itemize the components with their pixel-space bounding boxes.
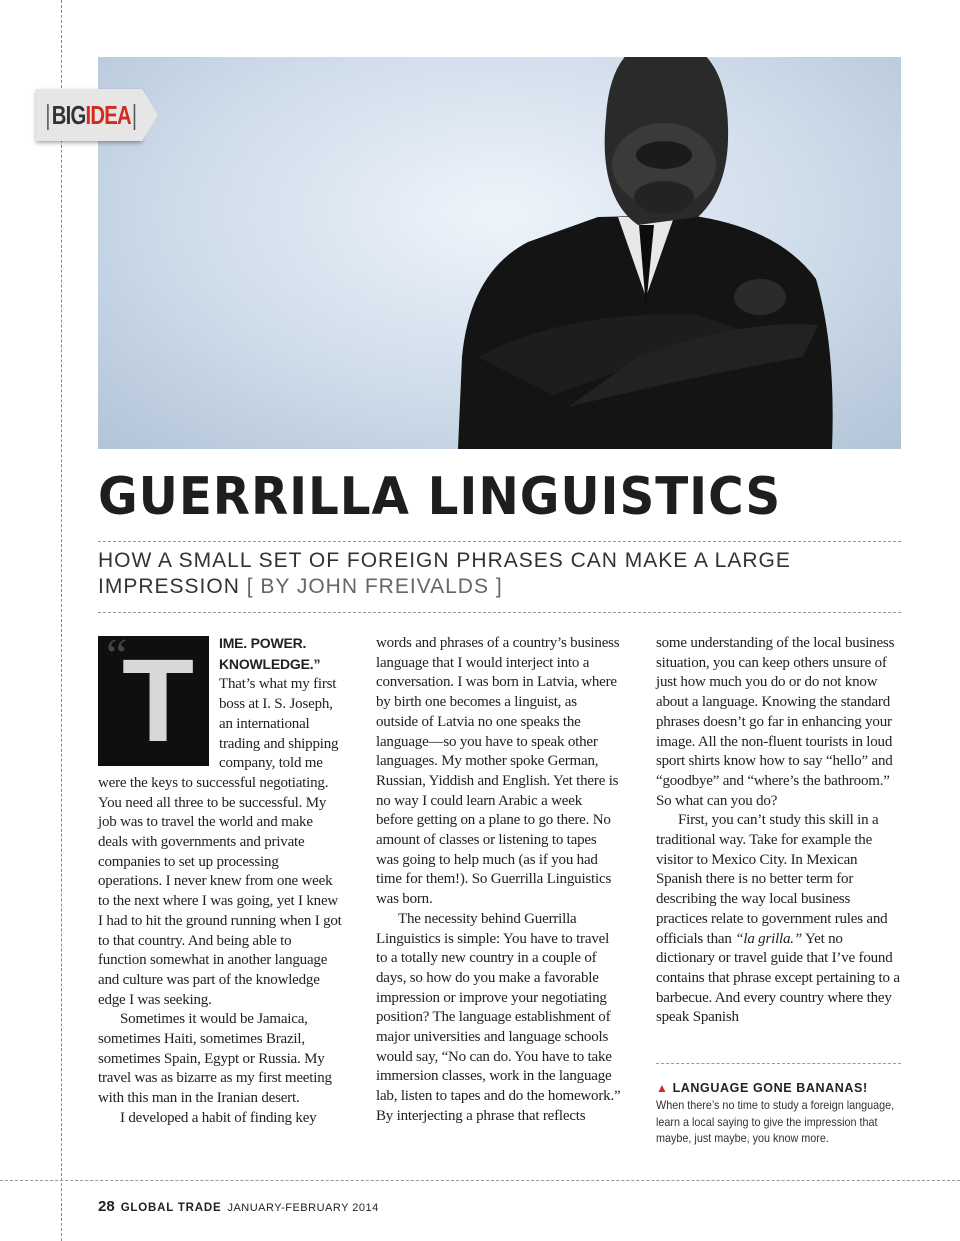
emphasized-phrase: “la grilla.”	[735, 930, 802, 947]
drop-cap-quote: “	[106, 629, 128, 682]
tag-divider-left	[47, 104, 49, 130]
sidebar-title	[656, 1080, 901, 1096]
triangle-icon: ▲	[656, 1081, 669, 1095]
section-tag-label	[44, 99, 139, 131]
article-deck	[98, 548, 838, 600]
article-column-2	[376, 634, 621, 1127]
paragraph-text: Yet no dictionary or travel guide that I’ve found contains that phrase except pertaining to a barbecue. And every country where they speak Spanish	[656, 930, 900, 1026]
section-tag	[36, 89, 154, 141]
deck-subtitle: HOW A SMALL SET OF FOREIGN PHRASES CAN MAKE A LARGE IMPRESSION	[98, 549, 791, 598]
article-column-3	[656, 634, 901, 1028]
margin-rule	[61, 0, 62, 1241]
deck-bottom-rule	[98, 612, 901, 613]
paragraph-text: That’s what my first boss at I. S. Joseph, an international trading and shipping company, told me were the keys to successful negotiating. You need all three to be successful. My job was to travel the world and make deals with governments and private companies to set up processing operations. I never knew from one week to the next where I was going, yet I knew I had to hit the ground running when I got to that country. And being able to function somewhat in another language and culture was part of the knowledge edge I was seeking.	[98, 676, 342, 1008]
page-number: 28	[98, 1198, 115, 1215]
drop-cap-letter: T	[122, 635, 194, 767]
paragraph-text: First, you can’t study this skill in a traditional way. Take for example the visitor to Mexico City. In Mexican Spanish there is no better term for describing the way local business practices relate to government rules and officials than	[656, 812, 888, 947]
article-column-1	[98, 629, 343, 1129]
paragraph: Sometimes it would be Jamaica, sometimes Haiti, sometimes Brazil, sometimes Spain, Egypt or Russia. My travel was as bizarre as my first meeting with this man in the Iranian desert.	[98, 1011, 332, 1107]
paragraph: words and phrases of a country’s business language that I would interject into a conversation. I was born in Latvia, where by birth one becomes a linguist, as outside of Latvia no one speaks the language—so you have to speak other languages. My mother spoke German, Russian, Yiddish and English. Yet there is no way I could learn Arabic a week before getting on a plane to go there. No amount of classes or listening to tapes was going to help much (as if you had time for them!). So Guerrilla Linguistics was born.	[376, 635, 620, 908]
sidebar-callout	[656, 1063, 901, 1147]
paragraph	[656, 811, 901, 1028]
paragraph: some understanding of the local business situation, you can keep others unsure of just how much you do or do not know about a language. Knowing the standard phrases doesn’t go far in enhancing your image. All the non-fluent tourists in loud sport shirts know how to say “hello” and “goodbye” and “where’s the bathroom.” So what can you do?	[656, 635, 895, 809]
tag-idea: IDEA	[85, 100, 131, 130]
gorilla-in-suit-illustration	[98, 57, 901, 449]
issue-date: JANUARY-FEBRUARY 2014	[227, 1202, 379, 1214]
deck-top-rule	[98, 541, 901, 542]
lead-in: IME. POWER. KNOWLEDGE.”	[219, 635, 321, 672]
publication-name: GLOBAL TRADE	[120, 1202, 222, 1214]
tag-big: BIG	[51, 100, 86, 130]
tag-divider-right	[134, 104, 136, 130]
sidebar-title-text: LANGUAGE GONE BANANAS!	[672, 1081, 868, 1095]
sidebar-text: When there’s no time to study a foreign language, learn a local saying to give the impression that maybe, just maybe, you know more.	[656, 1098, 895, 1145]
page-footer	[98, 1198, 379, 1216]
paragraph: The necessity behind Guerrilla Linguistics is simple: You have to travel to a totally new country in a couple of days, so how do you make a favorable impression or improve your negotiating position? The language establishment of major universities and language schools would say, “No can do. You have to take immersion classes, work in the language lab, listen to tapes and do the homework.” By interjecting a phrase that reflects	[376, 910, 621, 1124]
paragraph: I developed a habit of finding key	[120, 1109, 317, 1126]
section-tag-arrow-icon	[142, 89, 158, 141]
hero-image	[98, 57, 901, 449]
footer-rule	[0, 1180, 960, 1181]
article-headline: GUERRILLA LINGUISTICS	[98, 467, 782, 527]
byline: [ BY JOHN FREIVALDS ]	[246, 575, 503, 598]
drop-cap	[98, 629, 209, 767]
